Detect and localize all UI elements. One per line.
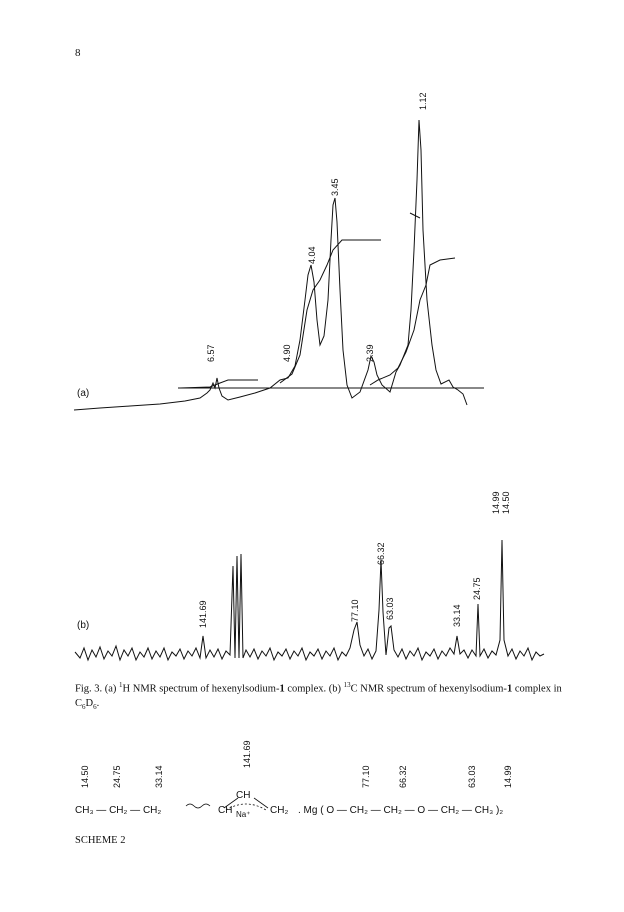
peak-label-b: 141.69	[198, 600, 208, 628]
scheme-shift: 66.32	[398, 765, 408, 788]
scheme-label: SCHEME 2	[75, 835, 126, 846]
peak-label-a: 3.45	[330, 178, 340, 196]
peak-label-a: 4.04	[307, 246, 317, 264]
peak-label-a: 6.57	[206, 344, 216, 362]
peak-label-b: 33.14	[452, 604, 462, 627]
scheme-ch2: CH₂	[270, 805, 289, 816]
scheme-ch-top: CH	[236, 790, 251, 801]
peak-label-a: 4.90	[282, 344, 292, 362]
scheme-shift: 63.03	[467, 765, 477, 788]
scheme-shift: 77.10	[361, 765, 371, 788]
c-nmr-spectrum	[75, 540, 544, 660]
peak-label-b: 14.50	[501, 491, 511, 514]
figure-caption: Fig. 3. (a) $^1$H NMR spectrum of hexenylsodium-1 complex. (b) $^{13}$C NMR spectrum of hexenylsodium-1 complex in $C_6D_6$.	[75, 681, 562, 711]
scheme-formula-right: . Mg ( O — CH₂ — CH₂ — O — CH₂ — CH₃ )₂	[298, 805, 504, 816]
h-nmr-trace	[74, 120, 467, 410]
peak-label-b: 24.75	[472, 577, 482, 600]
scheme-formula-left: CH₃ — CH₂ — CH₂	[75, 805, 162, 816]
peak-label-b: 66.32	[376, 542, 386, 565]
scheme-na: Na⁺	[236, 810, 251, 819]
scheme-shift: 14.50	[80, 765, 90, 788]
page-number: 8	[75, 47, 81, 59]
c-nmr-noise	[75, 540, 544, 660]
peak-label-b: 63.03	[385, 597, 395, 620]
panel-a-label: (a)	[77, 388, 90, 399]
peak-label-a: 1.12	[418, 92, 428, 110]
peak-label-b: 77.10	[350, 599, 360, 622]
scheme-ch: CH	[218, 805, 233, 816]
scheme-shift: 33.14	[154, 765, 164, 788]
scheme-shift: 24.75	[112, 765, 122, 788]
peak-label-a: 2.39	[365, 344, 375, 362]
panel-b-label: (b)	[77, 620, 90, 631]
h-nmr-spectrum	[74, 120, 484, 410]
scheme-shift: 14.99	[503, 765, 513, 788]
scheme-shift: 141.69	[242, 740, 252, 768]
peak-label-b: 14.99	[491, 491, 501, 514]
